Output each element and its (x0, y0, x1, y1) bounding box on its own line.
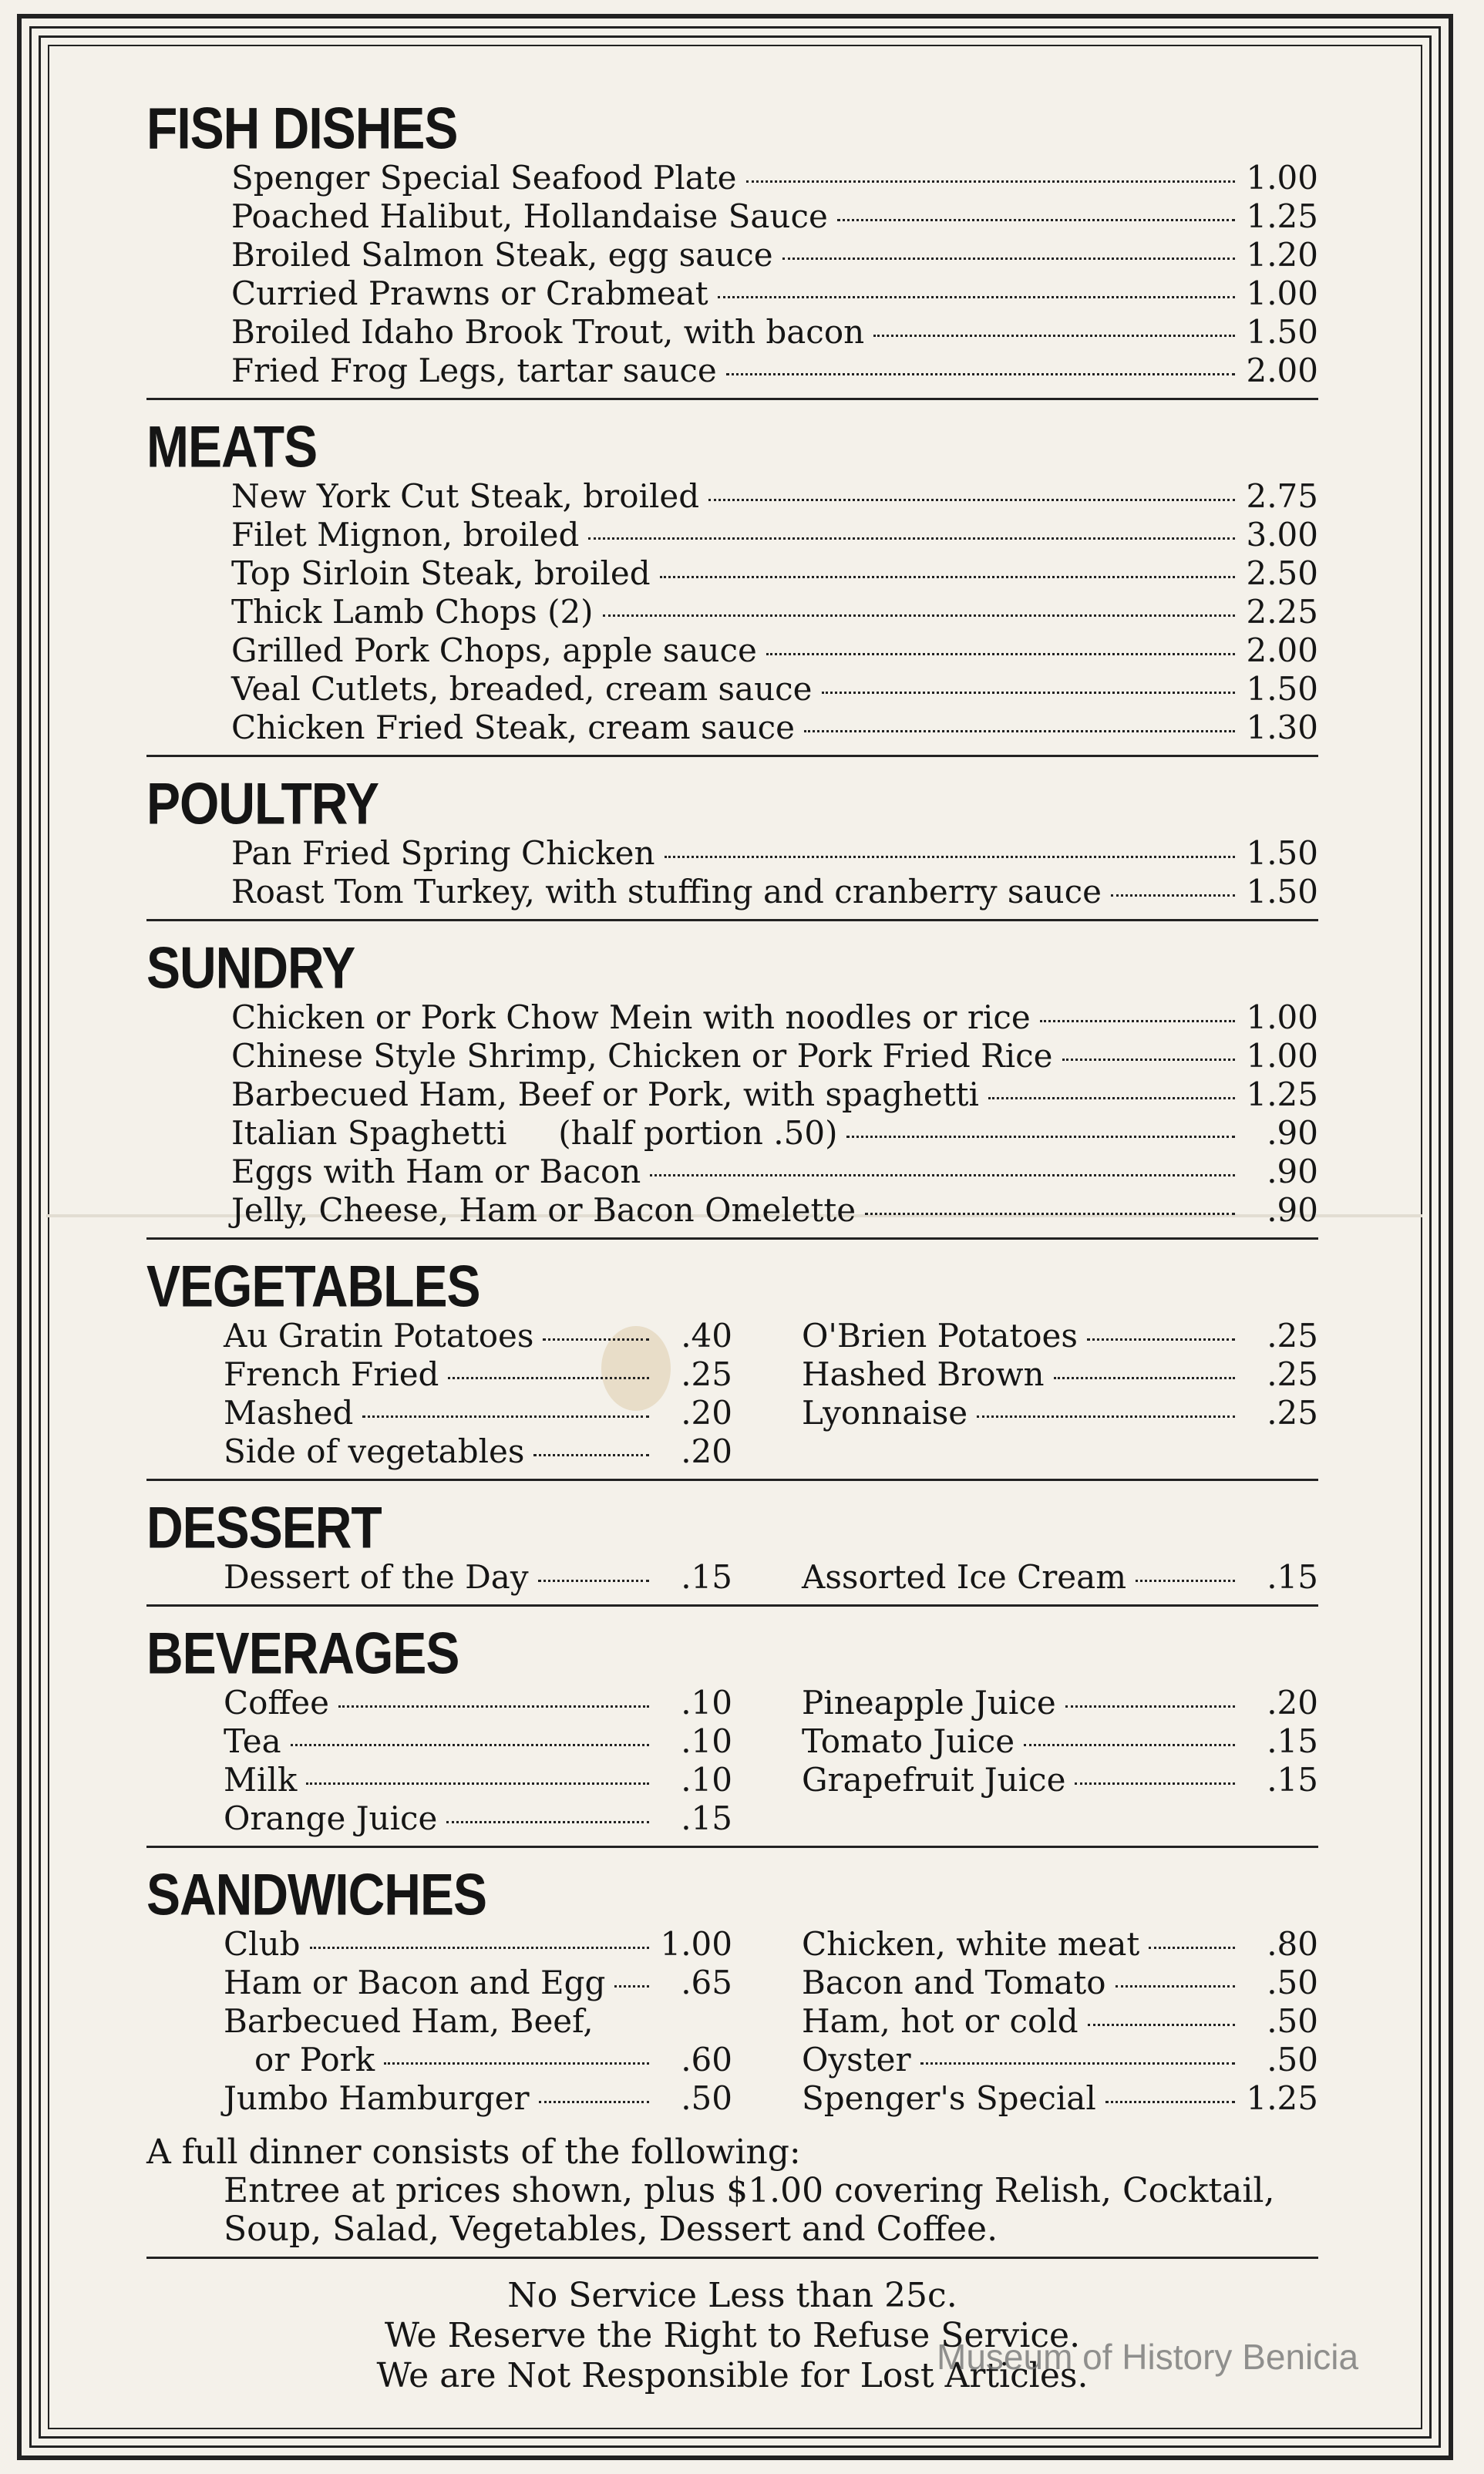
item-name: Ham or Bacon and Egg (224, 1964, 606, 2001)
item-name: Chinese Style Shrimp, Chicken or Pork Fried Rice (231, 1037, 1053, 1075)
leader-dots (1116, 1985, 1235, 1988)
section-divider (146, 1604, 1318, 1607)
leader-dots (766, 653, 1235, 655)
footer-line: We are Not Responsible for Lost Articles. (376, 2356, 1089, 2395)
leader-dots (977, 1415, 1235, 1418)
leader-dots (1075, 1782, 1235, 1785)
leader-dots (650, 1174, 1235, 1176)
menu-item (231, 1114, 1318, 1153)
leader-dots (1040, 1020, 1235, 1022)
item-price: 1.30 (1246, 709, 1318, 746)
dinner-note-intro: A full dinner consists of the following: (146, 2132, 801, 2172)
item-price: 1.50 (1246, 873, 1318, 910)
leader-dots (804, 730, 1235, 732)
item-price: .65 (681, 1964, 732, 2001)
item-name: Thick Lamb Chops (2) (231, 593, 594, 631)
item-price: 1.25 (1246, 2079, 1318, 2117)
menu-item (231, 516, 1318, 554)
vegetables-columns (224, 1317, 1318, 1471)
item-name: Coffee (224, 1684, 329, 1722)
item-price: .40 (681, 1317, 732, 1355)
item-name: French Fried (224, 1355, 439, 1393)
leader-dots (873, 335, 1235, 337)
menu-item (231, 873, 1318, 911)
footer-line: We Reserve the Right to Refuse Service. (384, 2316, 1081, 2355)
item-price: 2.75 (1246, 477, 1318, 515)
item-price: .60 (681, 2041, 732, 2078)
item-price: 1.00 (660, 1925, 732, 1963)
leader-dots (1105, 2101, 1235, 2103)
item-price: .20 (681, 1394, 732, 1432)
leader-dots (306, 1782, 649, 1785)
leader-dots (1088, 2024, 1235, 2026)
leader-dots (746, 180, 1235, 183)
item-price: 1.00 (1246, 274, 1318, 312)
item-name: Curried Prawns or Crabmeat (231, 274, 708, 312)
item-price: 1.20 (1246, 236, 1318, 274)
menu-item (224, 2041, 732, 2079)
item-name: Broiled Idaho Brook Trout, with bacon (231, 313, 865, 351)
leader-dots (446, 1821, 649, 1823)
leader-dots (533, 1454, 649, 1456)
item-price: .10 (681, 1684, 732, 1722)
item-price: 3.00 (1246, 516, 1318, 554)
item-name: Spenger's Special (802, 2079, 1096, 2117)
item-name: Bacon and Tomato (802, 1964, 1106, 2001)
leader-dots (726, 373, 1235, 375)
sandwiches-left-column (224, 1925, 732, 2118)
item-name: Hashed Brown (802, 1355, 1045, 1393)
item-name: Jelly, Cheese, Ham or Bacon Omelette (231, 1191, 856, 1229)
menu-item (802, 2002, 1318, 2041)
item-price: .90 (1267, 1191, 1318, 1229)
dinner-note-line: Entree at prices shown, plus $1.00 covering Relish, Cocktail, (224, 2171, 1275, 2210)
item-name: Club (224, 1925, 301, 1963)
leader-dots (782, 257, 1235, 260)
leader-dots (614, 1985, 649, 1988)
leader-dots (920, 2062, 1235, 2065)
menu-item (231, 1075, 1318, 1114)
leader-dots (988, 1097, 1235, 1099)
menu-item (231, 1037, 1318, 1075)
vegetables-right-column (802, 1317, 1318, 1471)
item-name: Pan Fried Spring Chicken (231, 834, 655, 872)
menu-item (231, 631, 1318, 670)
sandwiches-columns (224, 1925, 1318, 2118)
item-price: .50 (1267, 2041, 1318, 2078)
item-name: Eggs with Ham or Bacon (231, 1153, 641, 1190)
menu-content (146, 93, 1318, 2396)
menu-item (224, 1394, 732, 1432)
leader-dots (603, 614, 1235, 617)
meats-items (231, 477, 1318, 747)
menu-item (231, 1153, 1318, 1191)
menu-item (224, 1432, 732, 1471)
item-name: Ham, hot or cold (802, 2002, 1079, 2040)
item-name: New York Cut Steak, broiled (231, 477, 700, 515)
beverages-section (146, 1617, 1318, 1848)
item-name: Fried Frog Legs, tartar sauce (231, 352, 717, 389)
leader-dots (1062, 1059, 1235, 1061)
leader-dots (846, 1136, 1235, 1138)
item-name: Oyster (802, 2041, 911, 2078)
fish-section (146, 93, 1318, 400)
item-name: Chicken or Pork Chow Mein with noodles or rice (231, 998, 1031, 1036)
item-name: Filet Mignon, broiled (231, 516, 580, 554)
menu-item (802, 1355, 1318, 1394)
menu-item (231, 709, 1318, 747)
item-name: O'Brien Potatoes (802, 1317, 1078, 1355)
item-price: .25 (1267, 1394, 1318, 1432)
leader-dots (291, 1744, 649, 1746)
menu-item (224, 2002, 732, 2041)
menu-item (802, 1964, 1318, 2002)
section-divider (146, 1237, 1318, 1240)
item-price: .50 (1267, 1964, 1318, 2001)
item-price: .90 (1267, 1114, 1318, 1152)
menu-item (224, 1964, 732, 2002)
vegetables-heading: VEGETABLES (146, 1253, 480, 1319)
item-price: 1.25 (1246, 1075, 1318, 1113)
item-name: Tomato Juice (802, 1722, 1015, 1760)
item-price: .25 (1267, 1355, 1318, 1393)
fish-heading: FISH DISHES (146, 95, 458, 161)
dessert-section (146, 1492, 1318, 1607)
menu-item (231, 236, 1318, 274)
menu-item (802, 2041, 1318, 2079)
menu-item (224, 1317, 732, 1355)
item-name: or Pork (224, 2041, 375, 2078)
section-divider (146, 755, 1318, 757)
item-price: 2.50 (1246, 554, 1318, 592)
meats-heading: MEATS (146, 413, 318, 480)
menu-item (802, 1761, 1318, 1799)
menu-item (224, 1799, 732, 1838)
sandwiches-heading: SANDWICHES (146, 1861, 487, 1927)
item-price: .50 (681, 2079, 732, 2117)
item-price: .15 (681, 1558, 732, 1596)
menu-item (231, 1191, 1318, 1230)
footer-line: No Service Less than 25c. (507, 2276, 957, 2315)
leader-dots (660, 576, 1235, 578)
item-price: .15 (681, 1799, 732, 1837)
leader-dots (1054, 1377, 1235, 1379)
fish-items (231, 159, 1318, 390)
item-name: Milk (224, 1761, 298, 1799)
dinner-note-line: Soup, Salad, Vegetables, Dessert and Coffee. (224, 2210, 998, 2249)
poultry-section (146, 768, 1318, 921)
item-name: Dessert of the Day (224, 1558, 529, 1596)
menu-item (231, 834, 1318, 873)
item-name: Jumbo Hamburger (224, 2079, 530, 2117)
menu-item (231, 998, 1318, 1037)
dessert-columns (224, 1558, 1318, 1597)
leader-dots (1111, 894, 1235, 897)
leader-dots (708, 499, 1235, 501)
menu-item (224, 1722, 732, 1761)
section-divider (146, 919, 1318, 921)
menu-item (802, 1684, 1318, 1722)
menu-item (224, 1761, 732, 1799)
sundry-section (146, 932, 1318, 1240)
item-price: .10 (681, 1761, 732, 1799)
poultry-heading: POULTRY (146, 770, 379, 836)
leader-dots (1024, 1744, 1235, 1746)
menu-item (231, 159, 1318, 197)
item-name: Barbecued Ham, Beef or Pork, with spaghetti (231, 1075, 979, 1113)
sundry-items (231, 998, 1318, 1230)
beverages-left-column (224, 1684, 732, 1838)
menu-item (802, 1394, 1318, 1432)
item-name: Au Gratin Potatoes (224, 1317, 534, 1355)
item-name: Pineapple Juice (802, 1684, 1056, 1722)
vegetables-section (146, 1250, 1318, 1481)
item-name: Grapefruit Juice (802, 1761, 1066, 1799)
menu-item (231, 197, 1318, 236)
menu-item (224, 1558, 732, 1597)
item-price: .90 (1267, 1153, 1318, 1190)
leader-dots (1087, 1338, 1235, 1341)
item-name: Veal Cutlets, breaded, cream sauce (231, 670, 813, 708)
section-divider (146, 398, 1318, 400)
item-price: .15 (1267, 1722, 1318, 1760)
item-price: 1.25 (1246, 197, 1318, 235)
section-divider (146, 1479, 1318, 1481)
poultry-items (231, 834, 1318, 911)
item-price: 1.50 (1246, 313, 1318, 351)
item-price: .20 (681, 1432, 732, 1470)
leader-dots (1065, 1705, 1235, 1708)
sandwiches-right-column (802, 1925, 1318, 2118)
beverages-columns (224, 1684, 1318, 1838)
menu-item (224, 1355, 732, 1394)
museum-watermark: Museum of History Benicia (937, 2337, 1359, 2377)
dessert-right-column (802, 1558, 1318, 1597)
leader-dots (865, 1213, 1235, 1215)
item-name: Tea (224, 1722, 281, 1760)
dinner-note (146, 2133, 1318, 2249)
menu-item (224, 1925, 732, 1964)
item-name: Assorted Ice Cream (802, 1558, 1127, 1596)
item-price: .10 (681, 1722, 732, 1760)
leader-dots (448, 1377, 649, 1379)
item-price: .15 (1267, 1761, 1318, 1799)
item-price: .15 (1267, 1558, 1318, 1596)
item-price: .80 (1267, 1925, 1318, 1963)
item-price: 2.00 (1246, 631, 1318, 669)
leader-dots (362, 1415, 649, 1418)
vegetables-left-column (224, 1317, 732, 1471)
menu-item (231, 477, 1318, 516)
item-name: Mashed (224, 1394, 354, 1432)
section-divider (146, 1846, 1318, 1848)
item-name: Orange Juice (224, 1799, 438, 1837)
item-price: 1.00 (1246, 1037, 1318, 1075)
menu-item (224, 1684, 732, 1722)
item-price: 2.00 (1246, 352, 1318, 389)
leader-dots (338, 1705, 649, 1708)
item-price: .50 (1267, 2002, 1318, 2040)
leader-dots (1149, 1947, 1235, 1949)
menu-item (231, 313, 1318, 352)
dessert-heading: DESSERT (146, 1494, 382, 1560)
item-price: 1.00 (1246, 998, 1318, 1036)
leader-dots (1136, 1580, 1235, 1582)
menu-item (231, 554, 1318, 593)
leader-dots (310, 1947, 649, 1949)
menu-item (802, 1317, 1318, 1355)
item-name: Poached Halibut, Hollandaise Sauce (231, 197, 828, 235)
menu-item (802, 1722, 1318, 1761)
leader-dots (822, 692, 1235, 694)
item-price: .25 (681, 1355, 732, 1393)
item-name: Lyonnaise (802, 1394, 968, 1432)
menu-item (224, 2079, 732, 2118)
item-name: Spenger Special Seafood Plate (231, 159, 737, 197)
item-price: 2.25 (1246, 593, 1318, 631)
menu-item (231, 274, 1318, 313)
section-divider (146, 2257, 1318, 2259)
dessert-left-column (224, 1558, 732, 1597)
item-price: 1.50 (1246, 670, 1318, 708)
meats-section (146, 411, 1318, 757)
leader-dots (538, 1580, 649, 1582)
item-price: .25 (1267, 1317, 1318, 1355)
item-name: Grilled Pork Chops, apple sauce (231, 631, 757, 669)
leader-dots (665, 856, 1235, 858)
item-price: 1.50 (1246, 834, 1318, 872)
item-price: 1.00 (1246, 159, 1318, 197)
sundry-heading: SUNDRY (146, 934, 355, 1001)
leader-dots (543, 1338, 649, 1341)
leader-dots (588, 537, 1235, 540)
beverages-heading: BEVERAGES (146, 1620, 459, 1686)
leader-dots (384, 2062, 649, 2065)
item-name: Chicken, white meat (802, 1925, 1140, 1963)
item-name: Roast Tom Turkey, with stuffing and cranberry sauce (231, 873, 1102, 910)
item-name: Top Sirloin Steak, broiled (231, 554, 651, 592)
menu-item (231, 352, 1318, 390)
sandwiches-section (146, 1859, 1318, 2118)
item-name: Chicken Fried Steak, cream sauce (231, 709, 795, 746)
menu-item (231, 593, 1318, 631)
item-name: Side of vegetables (224, 1432, 525, 1470)
leader-dots (539, 2101, 649, 2103)
leader-dots (718, 296, 1235, 298)
menu-item (802, 1558, 1318, 1597)
leader-dots (837, 219, 1235, 221)
menu-item (802, 2079, 1318, 2118)
beverages-right-column (802, 1684, 1318, 1838)
menu-item (231, 670, 1318, 709)
item-name: Barbecued Ham, Beef, (224, 2002, 594, 2040)
item-name: Broiled Salmon Steak, egg sauce (231, 236, 773, 274)
menu-item (802, 1925, 1318, 1964)
item-name: Italian Spaghetti (half portion .50) (231, 1114, 838, 1152)
item-price: .20 (1267, 1684, 1318, 1722)
